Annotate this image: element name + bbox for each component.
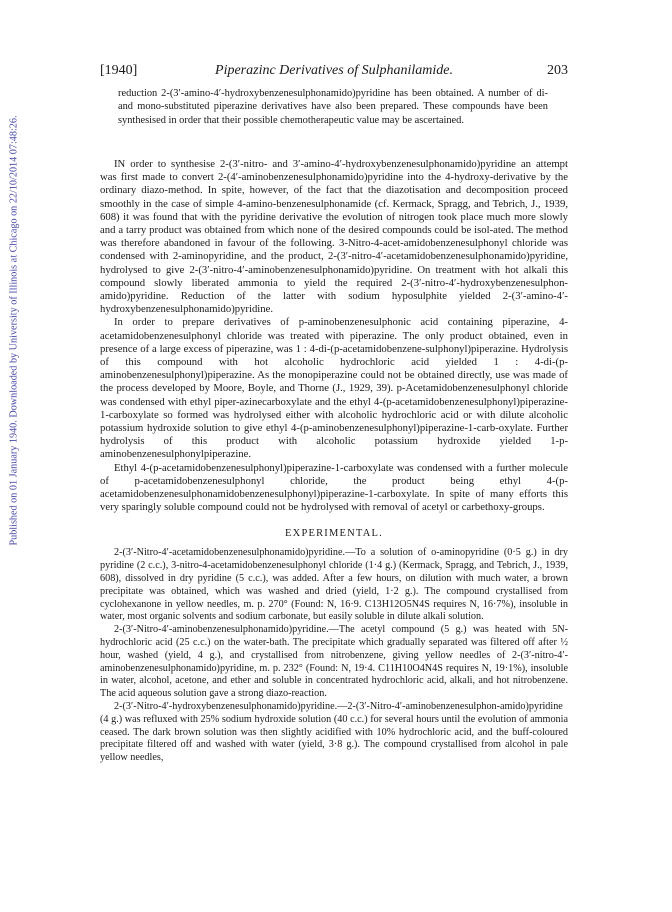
abstract-paragraph: reduction 2-(3′-amino-4′-hydroxybenzenesulphonamido)pyridine has been obtained. A number of di- and mono-substituted piperazine derivatives have also been prepared. These compounds have been synthesised in order that their possible chemotherapeutic value may be ascertained. xyxy=(118,88,548,126)
intro-paragraph: Ethyl 4-(p-acetamidobenzenesulphonyl)piperazine-1-carboxylate was condensed with a further molecule of p-acetamidobenzenesulphonyl chloride, the product being ethyl 4-(p-acetamidobenzenesulphonamidobenzenesulphonyl)piperazine-1-carboxylate. In spite of many efforts this very sparingly soluble compound could not be hydrolysed with removal of acetyl or carbethoxy-groups. xyxy=(100,461,568,514)
experimental-paragraph: 2-(3′-Nitro-4′-aminobenzenesulphonamido)pyridine.—The acetyl compound (5 g.) was heated with 5N-hydrochloric acid (25 c.c.) on the water-bath. The precipitate which gradually separated was filtered off after ½ hour, washed (yield, 4 g.), and crystallised from nitrobenzene, giving yellow needles of 2-(3′-nitro-4′-aminobenzenesulphonamido)pyridine, m. p. 232° (Found: N, 19·4. C11H10O4N4S requires N, 19·1%), insoluble in water, alcohol, acetone, and ether and soluble in concentrated hydrochloric acid, alkali, and hot nitrobenzene. The acid aqueous solution gave a strong diazo-reaction. xyxy=(100,624,568,700)
experimental-section xyxy=(100,547,568,765)
article-body xyxy=(100,158,568,765)
header-year: [1940] xyxy=(100,63,138,78)
running-header xyxy=(100,63,568,83)
experimental-paragraph: 2-(3′-Nitro-4′-acetamidobenzenesulphonamido)pyridine.—To a solution of o-aminopyridine (0·5 g.) in dry pyridine (2 c.c.), 3-nitro-4-acetamidobenzenesulphonyl chloride (1·4 g.) (Kermack, Spragg, and Tebrich, J., 1939, 608), dissolved in dry pyridine (5 c.c.), was added. After a few hours, on dilution with much water, a brown precipitate was obtained, which was washed and dried (yield, 1·2 g.). The compound crystallised from cyclohexanone in yellow needles, m. p. 270° (Found: N, 16·9. C13H12O5N4S requires N, 16·7%), insoluble in water, most organic solvents and sodium carbonate, but easily soluble in dilute alkali solution. xyxy=(100,547,568,623)
header-title: Piperazinc Derivatives of Sulphanilamide. xyxy=(215,63,453,78)
page-number: 203 xyxy=(547,63,568,78)
intro-paragraph: In order to prepare derivatives of p-aminobenzenesulphonic acid containing piperazine, 4-acetamidobenzenesulphonyl chloride was treated with piperazine. The only product obtained, even in presence of a large excess of piperazine, was 1 : 4-di-(p-acetamidobenzene-sulphonyl)piperazine. Hydrolysis of this compound with hot alcoholic hydrochloric acid yielded 1 : 4-di-(p-aminobenzenesulphonyl)piperazine. As the monopiperazine could not be obtained directly, use was made of the process developed by Moore, Boyle, and Thorne (J., 1929, 39). p-Acetamidobenzenesulphonyl chloride was condensed with ethyl piper-azinecarboxylate and the ethyl 4-(p-acetamidobenzenesulphonyl)piperazine-1-carboxylate so formed was hydrolysed either with alcoholic hydrochloric acid or with dilute alcoholic potassium hydroxide solution to give ethyl 4-(p-aminobenzenesulphonyl)piperazine-1-carb-oxylate. Further hydrolysis of this product with alcoholic potassium hydroxide yielded 1-p-aminobenzenesulphonylpiperazine. xyxy=(100,316,568,461)
watermark-text: Published on 01 January 1940. Downloaded by University of Illinois at Chicago on 22/10/2014 07:48:26. xyxy=(8,114,20,546)
section-heading: EXPERIMENTAL. xyxy=(285,528,383,540)
intro-paragraph: IN order to synthesise 2-(3′-nitro- and 3′-amino-4′-hydroxybenzenesulphonamido)pyridine an attempt was first made to convert 2-(4′-aminobenzenesulphonamido)pyridine into the 4-hydroxy-derivative by the ordinary diazo-method. In spite, however, of the fact that the diazotisation and decomposition proceed smoothly in the case of simple 4-amino-benzenesulphonamide (cf. Kermack, Spragg, and Tebrich, J., 1939, 608) it was found that with the pyridine derivative the evolution of nitrogen took place much more slowly and a tarry product was obtained from which none of the desired compounds could be isol-ated. The method was therefore abandoned in favour of the following. 3-Nitro-4-acet-amidobenzenesulphonyl chloride was condensed with 2-aminopyridine, and the product, 2-(3′-nitro-4′-acetamidobenzenesulphonamido)pyridine, hydrolysed to give 2-(3′-nitro-4′-aminobenzenesulphonamido)pyridine. On treatment with hot alkali this compound slowly liberated ammonia to yield the required 2-(3′-nitro-4′-hydroxybenzenesulphon-amido)pyridine. Reduction of the latter with sodium hyposulphite yielded 2-(3′-amino-4′-hydroxybenzenesulphonamido)pyridine. xyxy=(100,158,568,316)
download-watermark xyxy=(4,60,24,600)
experimental-paragraph: 2-(3′-Nitro-4′-hydroxybenzenesulphonamido)pyridine.—2-(3′-Nitro-4′-aminobenzenesulphon-amido)pyridine (4 g.) was refluxed with 25% sodium hydroxide solution (40 c.c.) for several hours until the evolution of ammonia ceased. The dark brown solution was then slightly acidified with 10% hydrochloric acid, and the buff-coloured precipitate filtered off and washed with water (yield, 3·8 g.). The compound crystallised from alcohol in pale yellow needles, xyxy=(100,701,568,764)
